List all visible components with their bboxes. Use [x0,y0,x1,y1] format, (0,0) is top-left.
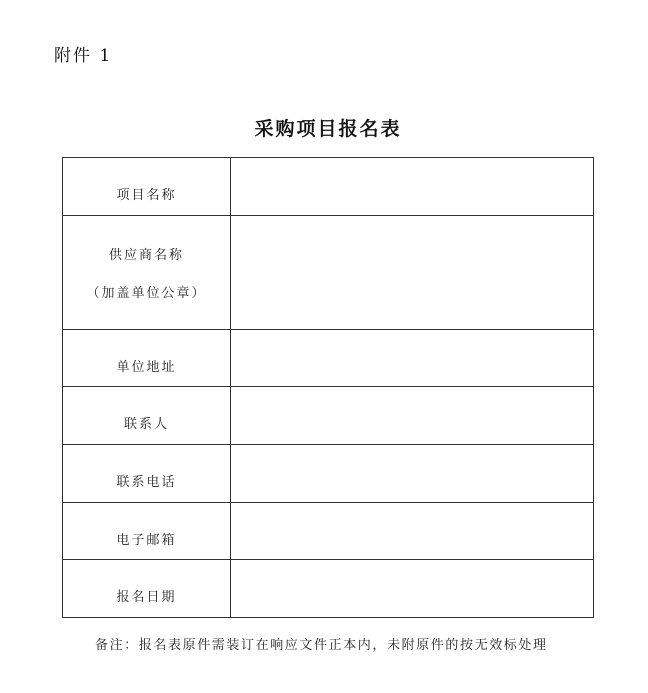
table-row-contact-person [63,387,594,445]
address-field[interactable] [231,330,594,387]
table-row-project-name [63,158,594,216]
contact-person-field[interactable] [231,387,594,445]
address-label: 单位地址 [63,330,231,387]
footnote: 备注：报名表原件需装订在响应文件正本内，未附原件的按无效标处理 [95,638,548,653]
supplier-seal-note: （加盖单位公章） [86,286,207,301]
attachment-label: 附件 1 [54,46,113,66]
email-field[interactable] [231,503,594,560]
phone-label: 联系电话 [63,445,231,503]
email-label: 电子邮箱 [63,503,231,560]
supplier-name-field[interactable] [231,216,594,330]
registration-date-label: 报名日期 [63,560,231,618]
table-row-supplier-name [63,216,594,330]
table-row-email [63,503,594,560]
contact-person-label: 联系人 [63,387,231,445]
table-row-registration-date [63,560,594,618]
table-row-phone [63,445,594,503]
phone-field[interactable] [231,445,594,503]
project-name-field[interactable] [231,158,594,216]
project-name-label: 项目名称 [63,158,231,216]
registration-form-table [62,157,594,618]
supplier-name-label: 供应商名称 [108,248,184,263]
page-title: 采购项目报名表 [254,118,402,140]
registration-date-field[interactable] [231,560,594,618]
supplier-name-label-cell [63,216,231,330]
table-row-address [63,330,594,387]
